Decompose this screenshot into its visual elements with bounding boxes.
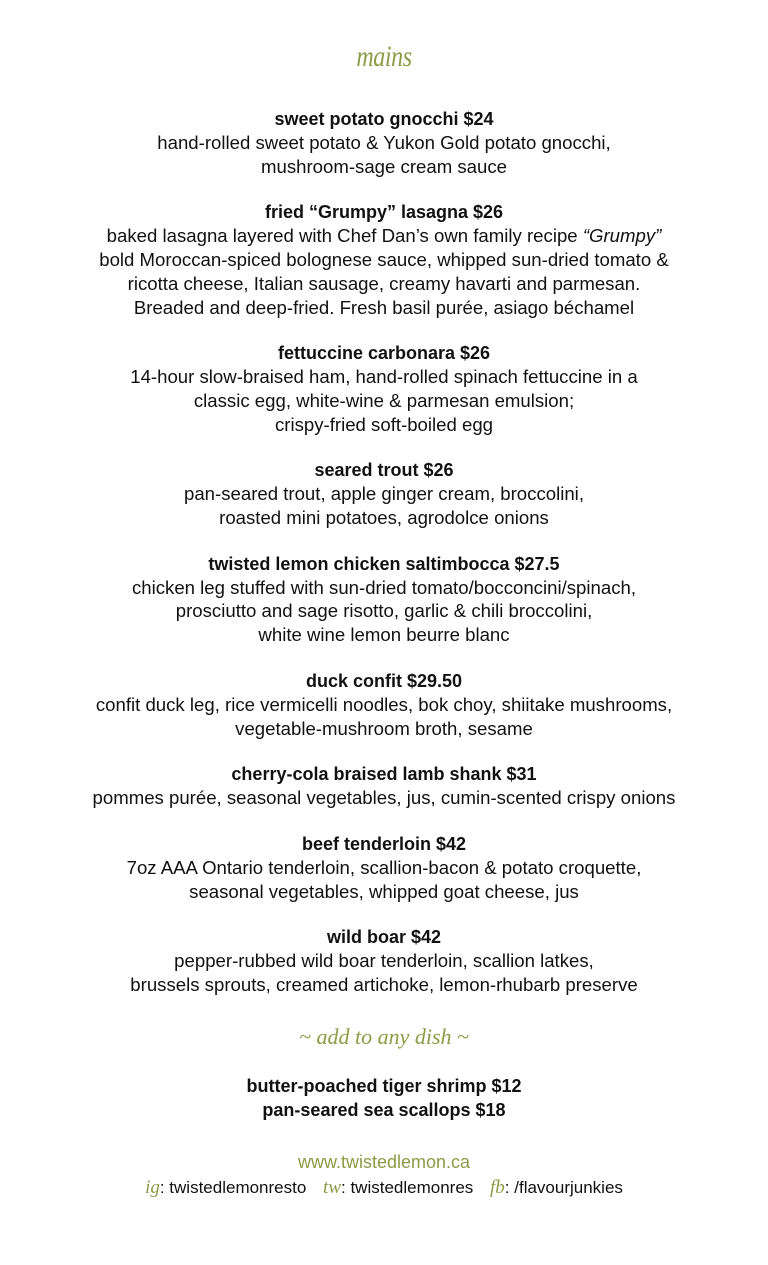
item-desc: hand-rolled sweet potato & Yukon Gold potato gnocchi,	[157, 132, 611, 153]
twitter-label: tw	[323, 1177, 341, 1198]
item-name: fettuccine carbonara $26	[277, 343, 491, 364]
item-desc: brussels sprouts, creamed artichoke, lemon-rhubarb preserve	[130, 974, 638, 996]
addon-item: butter-poached tiger shrimp $12	[246, 1076, 522, 1096]
item-desc: Breaded and deep-fried. Fresh basil purée, asiago béchamel	[133, 296, 635, 318]
item-desc-text: baked lasagna layered with Chef Dan’s own family recipe	[106, 225, 578, 247]
item-desc: white wine lemon beurre blanc	[258, 624, 510, 646]
item-desc: ricotta cheese, Italian sausage, creamy havarti and parmesan.	[127, 272, 641, 294]
menu-item	[0, 669, 768, 740]
instagram-handle[interactable]: : twistedlemonresto	[159, 1178, 307, 1197]
menu-item	[0, 925, 768, 996]
item-desc: mushroom-sage cream sauce	[261, 155, 507, 177]
instagram-label: ig	[145, 1177, 160, 1198]
item-name: beef tenderloin $42	[301, 833, 467, 854]
twitter-handle[interactable]: : twistedlemonres	[341, 1178, 474, 1197]
item-desc: crispy-fried soft-boiled egg	[274, 413, 494, 435]
menu-item	[0, 832, 768, 903]
item-desc: pommes purée, seasonal vegetables, jus, cumin-scented crispy onions	[92, 787, 676, 809]
social-handles	[0, 1177, 768, 1199]
item-name: sweet potato gnocchi $24	[274, 109, 494, 129]
item-desc: vegetable-mushroom broth, sesame	[235, 717, 533, 739]
item-desc: seasonal vegetables, whipped goat cheese, jus	[189, 880, 579, 902]
item-desc: bold Moroccan-spiced bolognese sauce, whipped sun-dried tomato &	[99, 249, 669, 271]
item-desc: 14-hour slow-braised ham, hand-rolled spinach fettuccine in a	[130, 366, 638, 388]
menu-item	[0, 458, 768, 529]
item-desc: classic egg, white-wine & parmesan emulsion;	[193, 389, 575, 411]
item-desc-italic: “Grumpy”	[582, 225, 662, 247]
item-name: cherry-cola braised lamb shank $31	[231, 764, 537, 785]
item-name: wild boar $42	[326, 927, 442, 948]
menu-item	[0, 552, 768, 647]
facebook-handle[interactable]: : /flavourjunkies	[504, 1178, 623, 1197]
item-desc: prosciutto and sage risotto, garlic & chili broccolini,	[175, 600, 593, 622]
item-name: twisted lemon chicken saltimbocca $27.5	[208, 553, 560, 574]
item-desc	[0, 224, 768, 248]
menu-item	[0, 341, 768, 436]
addon-heading: ~ add to any dish ~	[299, 1024, 469, 1049]
item-name: seared trout $26	[314, 460, 454, 481]
website-link[interactable]: www.twistedlemon.ca	[297, 1152, 471, 1172]
menu-items	[0, 107, 768, 1019]
item-name: duck confit $29.50	[305, 670, 463, 691]
item-name: fried “Grumpy” lasagna $26	[264, 202, 504, 223]
item-desc: roasted mini potatoes, agrodolce onions	[219, 507, 549, 529]
item-desc: pepper-rubbed wild boar tenderloin, scallion latkes,	[174, 950, 594, 972]
item-desc: chicken leg stuffed with sun-dried tomato/bocconcini/spinach,	[131, 576, 637, 598]
addon-item: pan-seared sea scallops $18	[262, 1099, 506, 1120]
section-title: mains	[356, 40, 412, 73]
item-desc: 7oz AAA Ontario tenderloin, scallion-bacon & potato croquette,	[126, 856, 642, 878]
item-desc: confit duck leg, rice vermicelli noodles, bok choy, shiitake mushrooms,	[95, 693, 673, 715]
item-desc: pan-seared trout, apple ginger cream, broccolini,	[184, 483, 584, 505]
menu-item	[0, 200, 768, 319]
addons-list	[0, 1075, 768, 1122]
menu-item	[0, 107, 768, 178]
menu-item	[0, 762, 768, 810]
facebook-label: fb	[490, 1177, 505, 1198]
